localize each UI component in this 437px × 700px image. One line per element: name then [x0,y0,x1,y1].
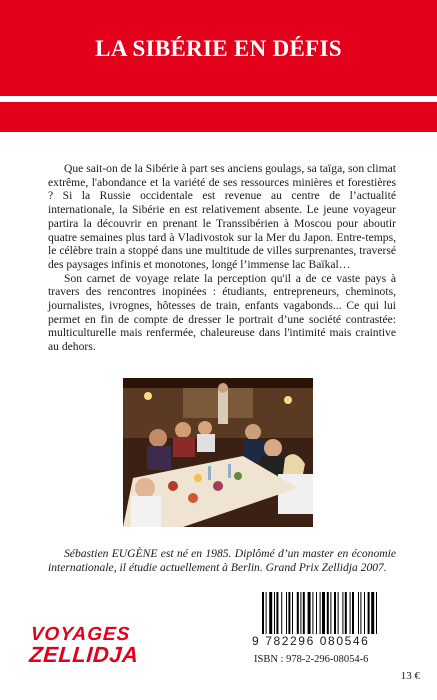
barcode-digits: 9 782296 080546 [252,634,370,648]
logo-zellidja: ZELLIDJA [28,642,140,667]
synopsis [48,162,396,354]
book-title: LA SIBÉRIE EN DÉFIS [95,36,342,61]
synopsis-paragraph-1: Que sait-on de la Sibérie à part ses anciens goulags, sa taïga, son climat extrême, l'abondance et la variété de ses ressources minières et forestières ? Si la Russie occidentale est revenue au centre de l’actualité internationale, la Sibérie en est relativement absente. Le jeune voyageur partira la découvrir en prenant le Transsibérien à Moscou pour aboutir quatre semaines plus tard à Vladivostok sur la Mer du Japon. Entre-temps, le célèbre train a stoppé dans une multitude de villes surprenantes, traversé des paysages infinis et monotones, longé l’immense lac Baïkal… [48,162,396,271]
author-bio [48,547,396,574]
logo-voyages: VOYAGES [30,624,132,645]
barcode [252,592,422,634]
publisher-logo [29,625,182,666]
isbn: ISBN : 978-2-296-08054-6 [254,654,369,665]
barcode-bars [252,592,422,634]
cover-photo [123,378,313,527]
lower-red-band [0,102,437,132]
price: 13 € [400,670,420,682]
dinner-scene-photo [123,378,313,527]
synopsis-paragraph-2: Son carnet de voyage relate la perception qu'il a de ce vaste pays à travers des rencontres inopinées : étudiants, entrepreneurs, cheminots, journalistes, ivrognes, hôtesses de train, enfants vagabonds... Ce qui lui permet en fin de compte de dresser le portrait d’une société contrastée: multiculturelle mais renfermée, chaleureuse dans l'intimité mais craintive au dehors. [48,271,396,354]
author-bio-text: Sébastien EUGÈNE est né en 1985. Diplômé d’un master en économie internationale, il étudie actuellement à Berlin. Grand Prix Zellidja 2007. [48,547,396,574]
